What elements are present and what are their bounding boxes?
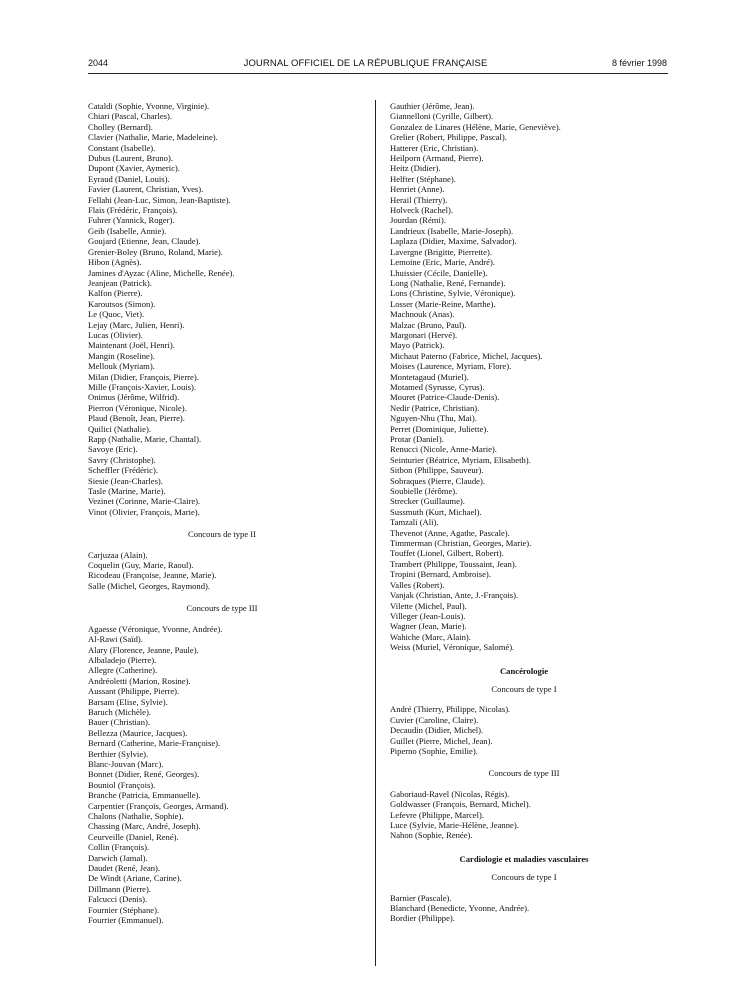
list-item: Thevenot (Anne, Agathe, Pascale). [390, 527, 510, 538]
list-item: Gaboriaud-Ravel (Nicolas, Régis). [390, 788, 510, 799]
list-item: Long (Nathalie, René, Fernande). [390, 277, 506, 288]
section-heading-cancerologie: Cancérologie [499, 665, 549, 676]
page-header [0, 58, 731, 72]
list-item: Sobraques (Pierre, Claude). [390, 475, 485, 486]
list-item: Heilporn (Armand, Pierre). [390, 153, 484, 164]
header-rule [88, 73, 668, 74]
list-item: Siesie (Jean-Charles). [88, 475, 163, 486]
list-item: Bauer (Christian). [88, 717, 151, 728]
list-item: Vinot (Olivier, François, Marie). [88, 506, 200, 517]
list-item: Fournier (Stéphane). [88, 904, 160, 915]
list-item: Villeger (Jean-Louis). [390, 610, 466, 621]
list-item: Luce (Sylvie, Marie-Hélène, Jeanne). [390, 820, 519, 830]
list-item: Bernard (Catherine, Marie-Françoise). [88, 738, 221, 749]
list-item: Chiari (Pascal, Charles). [88, 111, 173, 122]
list-item: Dillmann (Pierre). [88, 883, 152, 894]
list-item: Goujard (Etienne, Jean, Claude). [88, 236, 201, 247]
issue-date: 8 février 1998 [611, 58, 667, 68]
list-item: Blanchard (Benedicte, Yvonne, Andrée). [390, 903, 530, 914]
list-item: Soubielle (Jérôme). [390, 486, 458, 497]
list-item: Mouret (Patrice-Claude-Denis). [390, 392, 500, 403]
list-item: Motamed (Syrusse, Cyrus). [390, 381, 485, 392]
list-item: Falcucci (Denis). [88, 894, 148, 905]
list-item: Milan (Didier, François, Pierre). [88, 371, 199, 382]
list-item: Fuhrer (Yannick, Roger). [88, 215, 175, 226]
list-item: Clavier (Nathalie, Marie, Madeleine). [88, 132, 218, 143]
list-item: Bordier (Philippe). [390, 913, 455, 924]
list-item: Machnouk (Anas). [390, 309, 455, 320]
list-item: Coquelin (Guy, Marie, Raoul). [88, 560, 194, 571]
list-item: Mayo (Patrick). [390, 340, 445, 351]
list-item: Giannelloni (Cyrille, Gilbert). [390, 111, 494, 122]
name-list-type-2 [88, 550, 356, 592]
list-item: Moises (Laurence, Myriam, Flore). [390, 361, 512, 372]
name-list-card-type-1 [390, 893, 658, 924]
list-item: Favier (Laurent, Christian, Yves). [88, 184, 204, 195]
list-item: Karoutsos (Simon). [88, 298, 156, 309]
name-list-canc-type-1 [390, 704, 658, 756]
list-item: Rapp (Nathalie, Marie, Chantal). [88, 434, 202, 444]
list-item: Wahiche (Marc, Alain). [390, 631, 471, 642]
name-list [390, 101, 658, 653]
list-item: Helfter (Stéphane). [390, 173, 456, 184]
list-item: Dubus (Laurent, Bruno). [88, 153, 173, 164]
list-item: Montetagaud (Muriel). [390, 371, 469, 382]
subheading-canc-type-1: Concours de type I [491, 683, 557, 694]
list-item: Alary (Florence, Jeanne, Paule). [88, 644, 199, 655]
list-item: Bellezza (Maurice, Jacques). [88, 727, 188, 738]
list-item: Savoye (Eric). [88, 444, 138, 455]
list-item: Baruch (Michèle). [88, 706, 151, 717]
list-item: Le (Quoc, Viet). [88, 309, 145, 320]
list-item: Tasle (Marine, Marie). [88, 486, 166, 497]
list-item: Branche (Patricia, Emmanuelle). [88, 790, 201, 801]
subheading-type-2: Concours de type II [187, 529, 257, 540]
list-item: Maintenant (Joël, Henri). [88, 340, 175, 351]
name-list-type-3 [88, 624, 356, 926]
list-item: Losser (Marie-Reine, Marthe). [390, 298, 496, 309]
name-list [88, 101, 356, 517]
list-item: Carjuzaa (Alain). [88, 549, 148, 560]
list-item: Decaudin (Didier, Michel). [390, 725, 484, 736]
page-number: 2044 [88, 58, 109, 68]
list-item: Seinturier (Béatrice, Myriam, Elisabeth). [390, 454, 531, 465]
list-item: Grelier (Robert, Philippe, Pascal). [390, 132, 507, 143]
list-item: Landrieux (Isabelle, Marie-Joseph). [390, 225, 514, 236]
list-item: Scheffler (Frédéric). [88, 465, 158, 476]
list-item: Sitbon (Philippe, Sauveur). [390, 465, 484, 476]
list-item: Henriet (Anne). [390, 184, 445, 195]
list-item: Fellahi (Jean-Luc, Simon, Jean-Baptiste). [88, 194, 231, 205]
list-item: Strecker (Guillaume). [390, 496, 465, 507]
list-item: Salle (Michel, Georges, Raymond). [88, 580, 211, 591]
subheading-canc-type-3: Concours de type III [488, 768, 560, 779]
list-item: Hatterer (Eric, Christian). [390, 142, 479, 153]
list-item: Lavergne (Brigitte, Pierrette). [390, 246, 492, 257]
list-item: Jourdan (Rémi). [390, 215, 446, 226]
list-item: Malzac (Bruno, Paul). [390, 319, 467, 330]
list-item: Al-Rawi (Saïd). [88, 634, 143, 645]
list-item: Goldwasser (François, Bernard, Michel). [390, 799, 531, 810]
list-item: Margonari (Hervé). [390, 329, 458, 340]
list-item: Sussmuth (Kurt, Michael). [390, 506, 482, 517]
list-item: Cataldi (Sophie, Yvonne, Virginie). [88, 101, 210, 111]
list-item: Quilici (Nathalie). [88, 423, 151, 434]
list-item: Lucas (Olivier). [88, 329, 143, 340]
list-item: Eyraud (Daniel, Louis). [88, 173, 170, 184]
list-item: Gonzalez de Linares (Hélène, Marie, Geneviève). [390, 121, 561, 132]
list-item: Plaud (Benoît, Jean, Pierre). [88, 413, 185, 424]
list-item: Lemoine (Eric, Marie, André). [390, 257, 495, 268]
list-item: Nahon (Sophie, Renée). [390, 830, 473, 841]
list-item: Timmerman (Christian, Georges, Marie). [390, 538, 532, 549]
list-item: Nguyen-Nhu (Thu, Mai). [390, 413, 477, 424]
list-item: Nedir (Patrice, Christian). [390, 402, 480, 413]
list-item: Onimus (Jérôme, Wilfrid). [88, 392, 180, 403]
list-item: Andréoletti (Marion, Rosine). [88, 675, 191, 686]
list-item: Hibon (Agnès). [88, 257, 142, 268]
subheading-card-type-1: Concours de type I [491, 872, 557, 883]
list-item: Chalons (Nathalie, Sophie). [88, 811, 184, 821]
section-heading-cardiologie: Cardiologie et maladies vasculaires [459, 853, 589, 864]
subheading-type-3: Concours de type III [186, 603, 258, 614]
list-item: Berthier (Sylvie). [88, 748, 149, 759]
list-item: Kalfon (Pierre). [88, 288, 143, 299]
list-item: Barsam (Elise, Sylvie). [88, 696, 168, 707]
name-list-canc-type-3 [390, 789, 658, 841]
list-item: Barnier (Pascale). [390, 892, 452, 903]
list-item: Bouniol (François). [88, 779, 156, 790]
list-item: Aussant (Philippe, Pierre). [88, 686, 180, 697]
list-item: Heitz (Didier). [390, 163, 441, 174]
list-item: Wagner (Jean, Marie). [390, 621, 467, 632]
list-item: Protar (Daniel). [390, 434, 444, 444]
list-item: Darwich (Jamal). [88, 852, 148, 863]
list-item: Allegre (Catherine). [88, 665, 158, 676]
list-item: Fourrier (Emmanuel). [88, 915, 164, 926]
list-item: Ricodeau (Françoise, Jeanne, Marie). [88, 570, 217, 581]
list-item: André (Thierry, Philippe, Nicolas). [390, 704, 511, 715]
list-item: Constant (Isabelle). [88, 142, 156, 153]
list-item: Grenier-Boley (Bruno, Roland, Marie). [88, 246, 223, 257]
list-item: Touffet (Lionel, Gilbert, Robert). [390, 548, 504, 559]
left-column [88, 101, 356, 925]
list-item: Dupont (Xavier, Aymeric). [88, 163, 180, 174]
list-item: Lons (Christine, Sylvie, Véronique). [390, 288, 516, 299]
list-item: Valles (Robert). [390, 579, 445, 590]
list-item: Gauthier (Jérôme, Jean). [390, 101, 475, 111]
right-column [390, 101, 658, 924]
list-item: Carpentier (François, Georges, Armand). [88, 800, 229, 811]
list-item: Vezinet (Corinne, Marie-Claire). [88, 496, 201, 507]
list-item: Agaesse (Véronique, Yvonne, Andrée). [88, 623, 223, 634]
column-divider [375, 100, 376, 966]
list-item: Lejay (Marc, Julien, Henri). [88, 319, 185, 330]
list-item: Bonnet (Didier, René, Georges). [88, 769, 200, 780]
list-item: Tamzali (Ali). [390, 517, 439, 528]
list-item: Laplaza (Didier, Maxime, Salvador). [390, 236, 517, 247]
list-item: Renucci (Nicole, Anne-Marie). [390, 444, 497, 455]
list-item: Holveck (Rachel). [390, 205, 453, 216]
journal-title: JOURNAL OFFICIEL DE LA RÉPUBLIQUE FRANÇAISE [243, 58, 488, 69]
list-item: Weiss (Muriel, Véronique, Salomé). [390, 642, 515, 653]
list-item: Herail (Thierry). [390, 194, 448, 205]
list-item: Collin (François). [88, 842, 150, 853]
list-item: Michaut Paterno (Fabrice, Michel, Jacques). [390, 350, 543, 361]
list-item: Chassing (Marc, André, Joseph). [88, 821, 201, 832]
list-item: Perret (Dominique, Juliette). [390, 423, 489, 434]
list-item: Savry (Christophe). [88, 454, 156, 465]
list-item: Lefevre (Philippe, Marcel). [390, 809, 485, 820]
list-item: Mangin (Roseline). [88, 350, 155, 361]
list-item: Geib (Isabelle, Annie). [88, 225, 167, 236]
list-item: Lhuissier (Cécile, Danielle). [390, 267, 488, 278]
list-item: Daudet (René, Jean). [88, 863, 161, 874]
list-item: Jamines d'Ayzac (Aline, Michelle, Renée). [88, 267, 235, 278]
list-item: Blanc-Jouvan (Marc). [88, 758, 164, 769]
list-item: Mille (François-Xavier, Louis). [88, 381, 197, 392]
list-item: Cuvier (Caroline, Claire). [390, 714, 479, 725]
list-item: Cholley (Bernard). [88, 121, 153, 132]
list-item: Mellouk (Myriam). [88, 361, 155, 372]
list-item: Piperno (Sophie, Emilie). [390, 745, 478, 756]
list-item: Trambert (Philippe, Toussaint, Jean). [390, 558, 517, 569]
list-item: Jeanjean (Patrick). [88, 277, 152, 288]
list-item: Vanjak (Christian, Ante, J.-François). [390, 590, 519, 601]
list-item: Albaladejo (Pierre). [88, 654, 157, 665]
list-item: Guillet (Pierre, Michel, Jean). [390, 735, 493, 746]
list-item: De Windt (Ariane, Carine). [88, 873, 182, 884]
list-item: Ceurveille (Daniel, René). [88, 831, 179, 842]
list-item: Flais (Frédéric, François). [88, 205, 178, 216]
list-item: Pierron (Véronique, Nicole). [88, 402, 187, 413]
list-item: Tropini (Bernard, Ambroise). [390, 569, 491, 580]
list-item: Vilette (Michel, Paul). [390, 600, 467, 611]
